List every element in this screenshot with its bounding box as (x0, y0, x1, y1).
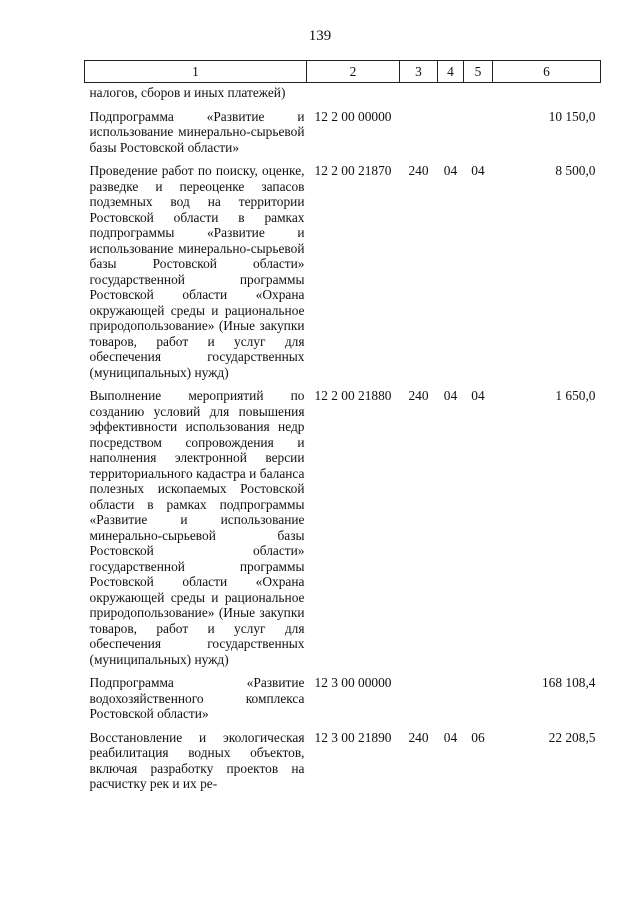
row-name: Проведение работ по поиску, оценке, разведке и переоценке запасов подземных вод на территории Ростовской области в рамках подпрограммы «Развитие и использование минерально-сырьевой базы Ростовской области» государственной программы Ростовской области «Охрана окружающей среды и рациональное природопользование» (Иные закупки товаров, работ и услуг для обеспечения государственных (муниципальных) нужд) (89, 163, 305, 380)
column-header: 6 (493, 61, 601, 83)
row-rz: 04 (443, 729, 458, 745)
row-vr (400, 83, 438, 109)
row-vr: 240 (408, 729, 429, 745)
row-name: Подпрограмма «Развитие и использование минерально-сырьевой базы Ростовской области» (89, 108, 305, 155)
row-pr (464, 675, 493, 730)
row-vr (400, 675, 438, 730)
column-header: 4 (438, 61, 464, 83)
row-rz (438, 675, 464, 730)
row-amount: 22 208,5 (548, 729, 596, 745)
budget-table (84, 60, 601, 792)
row-pr (464, 83, 493, 109)
row-amount: 8 500,0 (555, 163, 596, 178)
row-code: 12 2 00 21880 (314, 388, 392, 403)
column-header: 3 (400, 61, 438, 83)
column-header: 5 (464, 61, 493, 83)
row-rz (438, 83, 464, 109)
table-row (85, 388, 601, 675)
row-name: Подпрограмма «Развитие водохозяйственного комплекса Ростовской области» (89, 675, 305, 721)
row-code: 12 2 00 00000 (314, 108, 392, 124)
row-name: Восстановление и экологическая реабилитация водных объектов, включая разработку проектов на расчистку рек и их ре- (89, 729, 305, 791)
row-amount: 10 150,0 (548, 108, 596, 124)
row-vr: 240 (408, 388, 429, 403)
table-row (85, 163, 601, 388)
column-header: 1 (85, 61, 307, 83)
row-code (307, 83, 400, 109)
row-rz (438, 109, 464, 164)
row-code: 12 2 00 21870 (314, 163, 392, 178)
table-row (85, 730, 601, 792)
row-rz: 04 (443, 163, 458, 178)
page-number: 139 (308, 28, 332, 44)
row-name: налогов, сборов и иных платежей) (89, 85, 286, 100)
row-vr (400, 109, 438, 164)
row-amount: 1 650,0 (555, 388, 596, 403)
row-name: Выполнение мероприятий по созданию условий для повышения эффективности использования недр посредством сопровождения и наполнения электронной версии территориального кадастра и баланса полезных ископаемых Ростовской области в рамках подпрограммы «Развитие и использование минерально-сырьевой базы Ростовской области» государственной программы Ростовской области «Охрана окружающей среды и рациональное природопользование» (Иные закупки товаров, работ и услуг для обеспечения государственных (муниципальных) нужд) (89, 388, 305, 667)
column-header: 2 (307, 61, 400, 83)
table-row (85, 109, 601, 164)
row-pr (464, 109, 493, 164)
row-code: 12 3 00 00000 (314, 675, 392, 690)
row-vr: 240 (408, 163, 429, 178)
header-row (85, 61, 601, 83)
row-rz: 04 (443, 388, 458, 403)
row-code: 12 3 00 21890 (314, 729, 392, 745)
row-pr: 04 (471, 163, 485, 178)
row-pr: 06 (471, 729, 485, 745)
table-row (85, 675, 601, 730)
row-amount: 168 108,4 (541, 675, 596, 690)
table-row (85, 83, 601, 109)
row-pr: 04 (471, 388, 485, 403)
row-amount (493, 83, 601, 109)
